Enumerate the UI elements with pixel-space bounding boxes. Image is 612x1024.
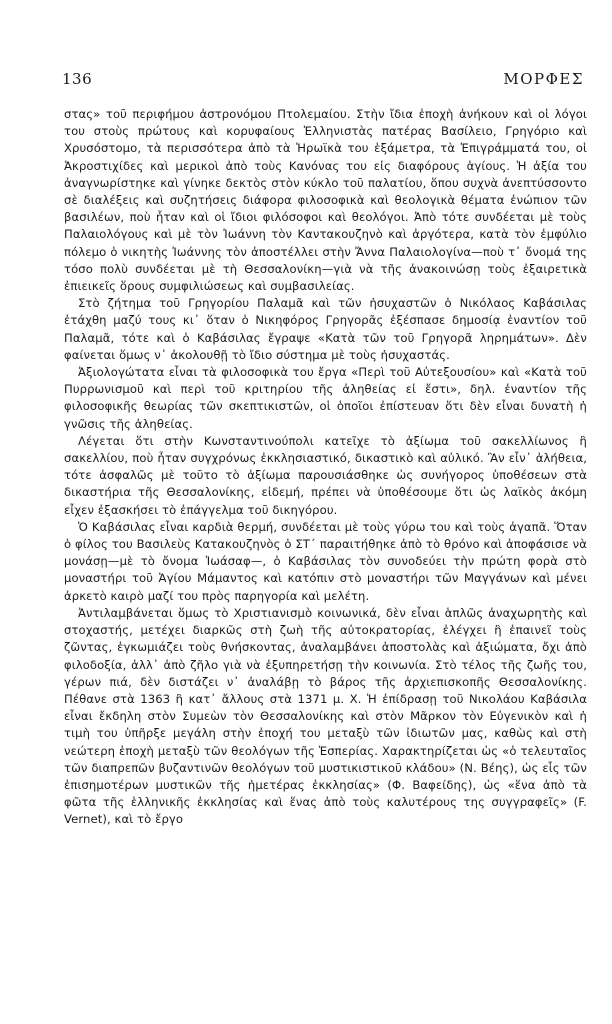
paragraph: Ὁ Καβάσιλας εἶναι καρδιὰ θερμή, συνδέεται μὲ τοὺς γύρω του καὶ τοὺς ἀγαπᾶ. Ὅταν ὁ φίλος του Βασιλεὺς Κατακουζηνὸς ὁ ΣΤ´ παραιτήθηκε ἀπὸ τὸ θρόνο καὶ ἀποφάσισε νὰ μονάσῃ—μὲ τὸ ὄνομα Ἰωάσαφ—, ὁ Καβάσιλας τὸν συνοδεύει τὴν πρώτη φορὰ στὸ μοναστήρι τοῦ Ἁγίου Μάμαντος καὶ κατόπιν στὸ μοναστήρι τῶν Μαγγάνων καὶ μένει ἀρκετὸ καιρὸ μαζί του πρὸς παρηγορία καὶ μελέτη. [64,519,587,603]
paragraph: στας» τοῦ περιφήμου ἀστρονόμου Πτολεμαίου. Στὴν ἴδια ἐποχὴ ἀνήκουν καὶ οἱ λόγοι του στοὺς πρώτους καὶ κορυφαίους Ἑλληνιστὰς πατέρας Βασίλειο, Γρηγόριο καὶ Χρυσόστομο, τὰ περισσότερα ἀπὸ τὰ Ἡρωϊκὰ του ἑξάμετρα, τὰ Ἐπιγράμματά του, οἱ Ἀκροστιχίδες καὶ μερικοὶ ἀπὸ τοὺς Κανόνας του εἰς διαφόρους ἁγίους. Ἡ ἀξία του ἀναγνωρίστηκε καὶ γίνηκε δεκτὸς στὸν κύκλο τοῦ παλατίου, ὅπου συχνὰ ἀνεπτύσσοντο σὲ διαλέξεις καὶ συζητήσεις διάφορα φιλοσοφικὰ καὶ θεολογικὰ θέματα ἐνώπιον τῶν βασιλέων, ποὺ ἦταν καὶ οἱ ἴδιοι φιλόσοφοι καὶ θεολόγοι. Ἀπὸ τότε συνδέεται μὲ τοὺς Παλαιολόγους καὶ μὲ τὸν Ἰωάννη τὸν Καντακουζηνὸ καὶ ἀργότερα, κατὰ τὸν ἐμφύλιο πόλεμο ὁ νικητὴς Ἰωάννης τὸν ἀποστέλλει στὴν Ἄννα Παλαιολογίνα—ποὺ τ᾽ ὄνομά της τόσο πολὺ συνδέεται μὲ τὴ Θεσσαλονίκη—γιὰ νὰ τῆς ἀνακοινώσῃ τοὺς ἐξαιρετικὰ ἐπιεικεῖς ὅρους συμφιλιώσεως καὶ συμβασιλείας. [64,107,587,294]
body-text [64,106,587,829]
paragraph: Ἀξιολογώτατα εἶναι τὰ φιλοσοφικὰ του ἔργα «Περὶ τοῦ Αὐτεξουσίου» καὶ «Κατὰ τοῦ Πυρρωνισμοῦ καὶ περὶ τοῦ κριτηρίου τῆς ἀληθείας εἰ ἔστι», δηλ. ἐναντίον τῆς φιλοσοφικῆς θεωρίας τῶν σκεπτικιστῶν, οἱ ὁποῖοι ἐπίστευαν ὅτι δὲν εἶναι δυνατὴ ἡ γνῶσις τῆς ἀληθείας. [64,365,587,431]
page-header [62,70,584,92]
page-number: 136 [62,70,93,88]
running-title: ΜΟΡΦΕΣ [503,70,584,88]
paragraph: Ἀντιλαμβάνεται ὅμως τὸ Χριστιανισμὸ κοινωνικά, δὲν εἶναι ἁπλῶς ἀναχωρητὴς καὶ στοχαστής, μετέχει διαρκῶς στὴ ζωὴ τῆς αὐτοκρατορίας, ἐλέγχει ἢ ἐπαινεῖ τοὺς ζῶντας, ἐγκωμιάζει τοὺς θνήσκοντας, ἀναλαμβάνει ἀποστολὰς καὶ ἀξιώματα, ὄχι ἀπὸ φιλοδοξία, ἀλλ᾽ ἀπὸ ζῆλο γιὰ νὰ ἐξυπηρετήσῃ τὴν κοινωνία. Στὸ τέλος τῆς ζωῆς του, γέρων πιά, δὲν διστάζει ν᾽ ἀναλάβῃ τὸ βάρος τῆς ἀρχιεπισκοπῆς Θεσσαλονίκης. Πέθανε στὰ 1363 ἢ κατ᾽ ἄλλους στὰ 1371 μ. Χ. Ἡ ἐπίδρασῃ τοῦ Νικολάου Καβάσιλα εἶναι ἔκδηλη στὸν Συμεὼν τὸν Θεσσαλονίκης καὶ στὸν Μᾶρκον τὸν Εὐγενικὸν καὶ ἡ τιμὴ του ὑπῆρξε μεγάλη στὴν ἐποχή του μεταξὺ τῶν ἰδιωτῶν μας, καθὼς καὶ στὴ νεώτερη ἐποχὴ μεταξὺ τῶν θεολόγων τῆς Ἑσπερίας. Χαρακτηρίζεται ὡς «ὁ τελευταῖος τῶν διαπρεπῶν βυζαντινῶν θεολόγων τοῦ μυστικιστικοῦ κλάδου» (Ν. Βέης), ὡς εἷς τῶν ἐπισημοτέρων μυστικῶν τῆς ἡμετέρας ἐκκλησίας» (Φ. Βαφείδης), ὡς «ἕνα ἀπὸ τὰ φῶτα τῆς ἑλληνικῆς ἐκκλησίας καὶ ἕνας ἀπὸ τοὺς καλυτέρους της συγγραφεῖς» (F. Vernet), καὶ τὸ ἔργο [64,605,587,827]
paragraph: Στὸ ζήτημα τοῦ Γρηγορίου Παλαμᾶ καὶ τῶν ἡσυχαστῶν ὁ Νικόλαος Καβάσιλας ἐτάχθη μαζύ τους κι᾽ ὅταν ὁ Νικηφόρος Γρηγορᾶς ἐξέσπασε δημοσίᾳ ἐναντίον τοῦ Παλαμᾶ, τότε καὶ ὁ Καβάσιλας ἔγραψε «Κατὰ τῶν τοῦ Γρηγορᾶ ληρημάτων». Δὲν φαίνεται ὅμως ν᾽ ἀκολουθῇ τὸ ἴδιο σύστημα μὲ τοὺς ἡσυχαστάς. [64,296,587,362]
paragraph: Λέγεται ὅτι στὴν Κωνσταντινούπολι κατεῖχε τὸ ἀξίωμα τοῦ σακελλίωνος ἢ σακελλίου, ποὺ ἦταν συγχρόνως ἐκκλησιαστικό, δικαστικὸ καὶ αὐλικό. Ἂν εἶν᾽ ἀλήθεια, τότε ἀσφαλῶς μὲ τοῦτο τὸ ἀξίωμα παρουσιάσθηκε ὡς συνήγορος ὑποθέσεων στὰ δικαστήρια τῆς Θεσσαλονίκης, εἰδεμή, πρέπει νὰ ὑποθέσουμε ὅτι ὡς λαϊκὸς ἀκόμη εἶχεν ἐξασκήσει τὸ ἐπάγγελμα τοῦ δικηγόρου. [64,433,587,517]
